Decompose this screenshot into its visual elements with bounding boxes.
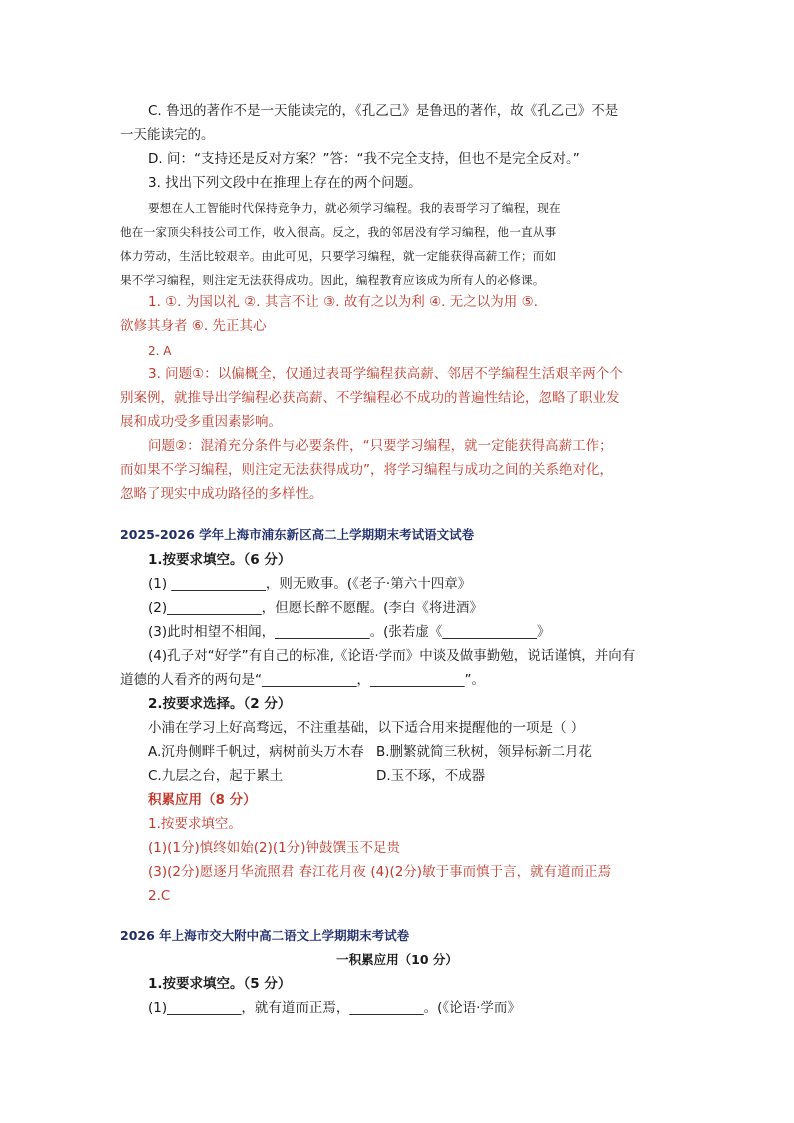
- answer-line: 而如果不学习编程，则注定无法获得成功”，将学习编程与成功之间的关系绝对化，: [120, 462, 613, 478]
- answer-line: 3. 问题①：以偏概全，仅通过表哥学编程获高薪、邻居不学编程生活艰辛两个个: [148, 366, 623, 382]
- answer-line: 忽略了现实中成功路径的多样性。: [120, 486, 323, 502]
- answer-line: 欲修其身者 ⑥. 先正其心: [120, 318, 267, 334]
- answer-line: (1)(1分)慎终如始(2)(1分)钟鼓馔玉不足贵: [148, 840, 400, 856]
- q2-option-d: D.玉不琢，不成器: [376, 768, 486, 784]
- answer-line: 别案例，就推导出学编程必获高薪、不学编程必不成功的普遍性结论，忽略了职业发: [120, 390, 620, 406]
- exam-heading: 2025-2026 学年上海市浦东新区高二上学期期末考试语文试卷: [120, 527, 475, 542]
- answer-line: 2.C: [148, 888, 171, 904]
- answer-title: 积累应用（8 分）: [148, 792, 257, 808]
- answer-line: 1.按要求填空。: [148, 816, 242, 832]
- passage-line: 要想在人工智能时代保持竞争力，就必须学习编程。我的表哥学习了编程，现在: [148, 201, 561, 215]
- question-3: 3. 找出下列文段中在推理上存在的两个问题。: [148, 175, 422, 191]
- q1-line-2: (1)___________，就有道而正焉，___________。(《论语·学而》: [148, 1000, 521, 1016]
- answer-line: (3)(2分)愿逐月华流照君 春江花月夜 (4)(2分)敏于事而慎于言，就有道而正焉: [148, 864, 612, 880]
- q1-line: 道德的人看齐的两句是“______________，______________”。: [120, 672, 485, 688]
- exam-heading-2: 2026 年上海市交大附中高二语文上学期期末考试卷: [120, 928, 410, 943]
- passage-line: 他在一家顶尖科技公司工作，收入很高。反之，我的邻居没有学习编程，他一直从事: [120, 225, 557, 239]
- q1-line: (4)孔子对“好学”有自己的标准,《论语·学而》中谈及做事勤勉，说话谨慎，并向有: [148, 648, 636, 664]
- answer-line: 展和成功受多重因素影响。: [120, 414, 282, 430]
- q2-option-c: C.九层之台，起于累土: [148, 768, 284, 784]
- passage-line: 体力劳动，生活比较艰辛。由此可见，只要学习编程，就一定能获得高薪工作；而如: [120, 249, 557, 263]
- option-c-line1: C. 鲁迅的著作不是一天能读完的，《孔乙己》是鲁迅的著作，故《孔乙己》不是: [148, 103, 619, 119]
- q1-line: (2)______________，但愿长醉不愿醒。(李白《将进酒》: [148, 600, 483, 616]
- answer-line: 2. A: [148, 344, 172, 358]
- q1-title: 1.按要求填空。（6 分）: [148, 552, 292, 568]
- q1-line: (3)此时相望不相闻，______________。(张若虚《______________》: [148, 624, 551, 640]
- q1-line: (1) ______________，则无败事。(《老子·第六十四章》: [148, 576, 472, 592]
- option-c-line2: 一天能读完的。: [120, 127, 215, 143]
- answer-line: 问题②：混淆充分条件与必要条件，“只要学习编程，就一定能获得高薪工作；: [148, 438, 613, 454]
- q2-stem: 小浦在学习上好高骛远，不注重基础，以下适合用来提醒他的一项是（ ）: [148, 720, 585, 736]
- q2-title: 2.按要求选择。（2 分）: [148, 696, 292, 712]
- section-subheading: 一积累应用（10 分）: [336, 952, 458, 967]
- q1-title-2: 1.按要求填空。（5 分）: [148, 976, 292, 992]
- q2-option-a: A.沉舟侧畔千帆过，病树前头万木春: [148, 744, 364, 760]
- passage-line: 果不学习编程，则注定无法获得成功。因此，编程教育应该成为所有人的必修课。: [120, 273, 545, 287]
- option-d: D. 问：“支持还是反对方案？”答：“我不完全支持，但也不是完全反对。”: [148, 151, 580, 167]
- answer-line: 1. ①. 为国以礼 ②. 其言不让 ③. 故有之以为利 ④. 无之以为用 ⑤.: [148, 294, 538, 310]
- q2-option-b: B.删繁就简三秋树，领异标新二月花: [376, 744, 593, 760]
